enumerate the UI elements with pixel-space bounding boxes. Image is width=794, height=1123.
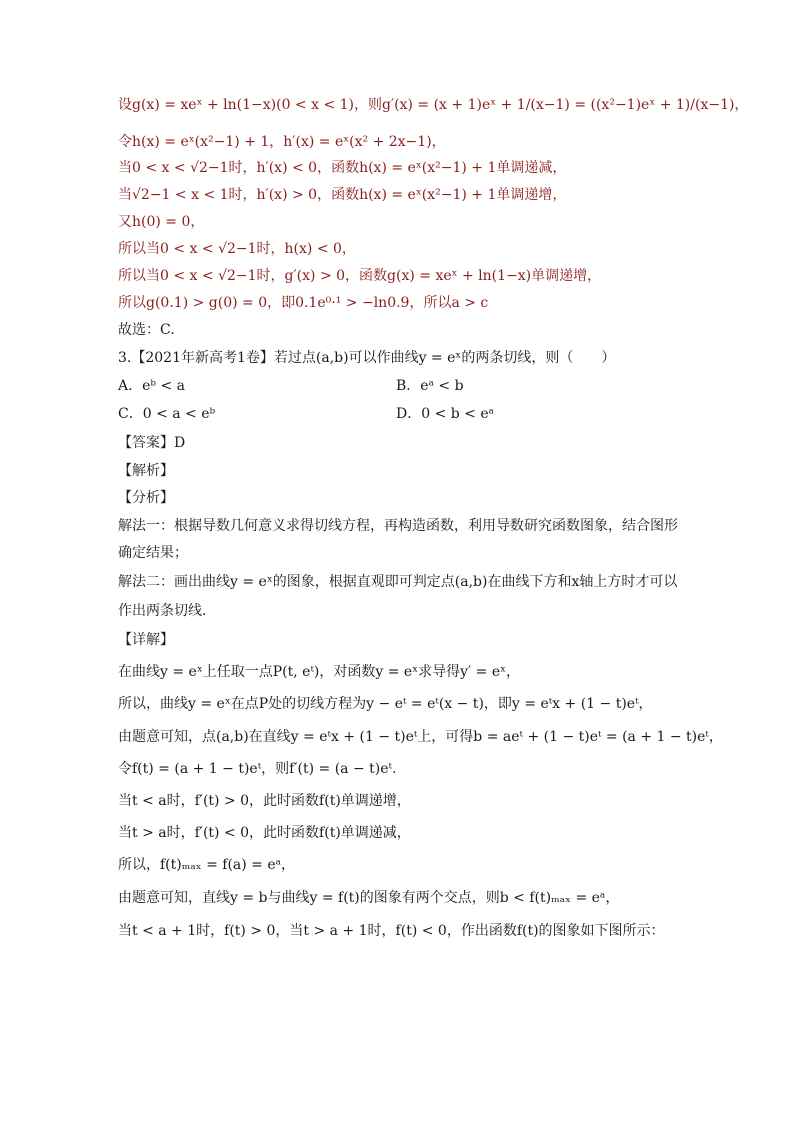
method-one-line: 解法一：根据导数几何意义求得切线方程，再构造函数，利用导数研究函数图象，结合图形	[118, 518, 678, 534]
solution-line: 设g(x) = xeˣ + ln(1−x)(0 < x < 1)，则g′(x) = (x + 1)eˣ + 1/(x−1) = ((x²−1)eˣ + 1)/(x−1)，	[118, 97, 749, 113]
detail-label: 【详解】	[118, 632, 174, 648]
solution-line: 所以当0 < x < √2−1时，h(x) < 0，	[118, 241, 356, 257]
answer-label: 【答案】D	[118, 435, 186, 451]
detail-line: 在曲线y = eˣ上任取一点P(t, eᵗ)，对函数y = eˣ求导得y′ = eˣ，	[118, 664, 521, 680]
detail-line: 当t < a + 1时，f(t) > 0，当t > a + 1时，f(t) < 0，作出函数f(t)的图象如下图所示：	[118, 923, 665, 939]
method-two-line: 作出两条切线.	[118, 603, 207, 619]
solution-line: 令h(x) = eˣ(x²−1) + 1，h′(x) = eˣ(x² + 2x−1)，	[118, 134, 446, 150]
answer-choice-line: 故选：C.	[118, 322, 175, 338]
method-two-line: 解法二：画出曲线y = eˣ的图象，根据直观即可判定点(a,b)在曲线下方和x轴上方时才可以	[118, 574, 678, 590]
detail-line: 所以，曲线y = eˣ在点P处的切线方程为y − eᵗ = eᵗ(x − t)，即y = eᵗx + (1 − t)eᵗ，	[118, 696, 653, 712]
solution-line: 又h(0) = 0，	[118, 214, 205, 230]
fenxi-label: 【分析】	[118, 490, 174, 506]
question-title: 3.【2021年新高考1卷】若过点(a,b)可以作曲线y = eˣ的两条切线，则（ ）	[118, 350, 616, 366]
detail-line: 所以，f(t)ₘₐₓ = f(a) = eᵃ，	[118, 857, 296, 873]
detail-line: 令f(t) = (a + 1 − t)eᵗ，则f′(t) = (a − t)eᵗ.	[118, 761, 397, 777]
detail-line: 由题意可知，点(a,b)在直线y = eᵗx + (1 − t)eᵗ上，可得b = aeᵗ + (1 − t)eᵗ = (a + 1 − t)eᵗ，	[118, 729, 723, 745]
detail-line: 当t < a时，f′(t) > 0，此时函数f(t)单调递增，	[118, 793, 411, 809]
option-c: C．0 < a < eᵇ	[118, 406, 216, 422]
option-a: A．eᵇ < a	[118, 378, 185, 394]
detail-line: 当t > a时，f′(t) < 0，此时函数f(t)单调递减，	[118, 825, 411, 841]
solution-line: 所以当0 < x < √2−1时，g′(x) > 0，函数g(x) = xeˣ + ln(1−x)单调递增，	[118, 268, 602, 284]
method-one-line: 确定结果；	[118, 545, 188, 561]
analysis-label: 【解析】	[118, 463, 174, 479]
solution-line: 当0 < x < √2−1时，h′(x) < 0，函数h(x) = eˣ(x²−1) + 1单调递减，	[118, 160, 567, 176]
detail-line: 由题意可知，直线y = b与曲线y = f(t)的图象有两个交点，则b < f(t)ₘₐₓ = eᵃ，	[118, 890, 620, 906]
solution-line: 所以g(0.1) > g(0) = 0，即0.1e⁰·¹ > −ln0.9，所以a > c	[118, 295, 489, 311]
option-b: B．eᵃ < b	[396, 378, 464, 394]
solution-line: 当√2−1 < x < 1时，h′(x) > 0，函数h(x) = eˣ(x²−1) + 1单调递增，	[118, 187, 567, 203]
option-d: D．0 < b < eᵃ	[396, 406, 495, 422]
